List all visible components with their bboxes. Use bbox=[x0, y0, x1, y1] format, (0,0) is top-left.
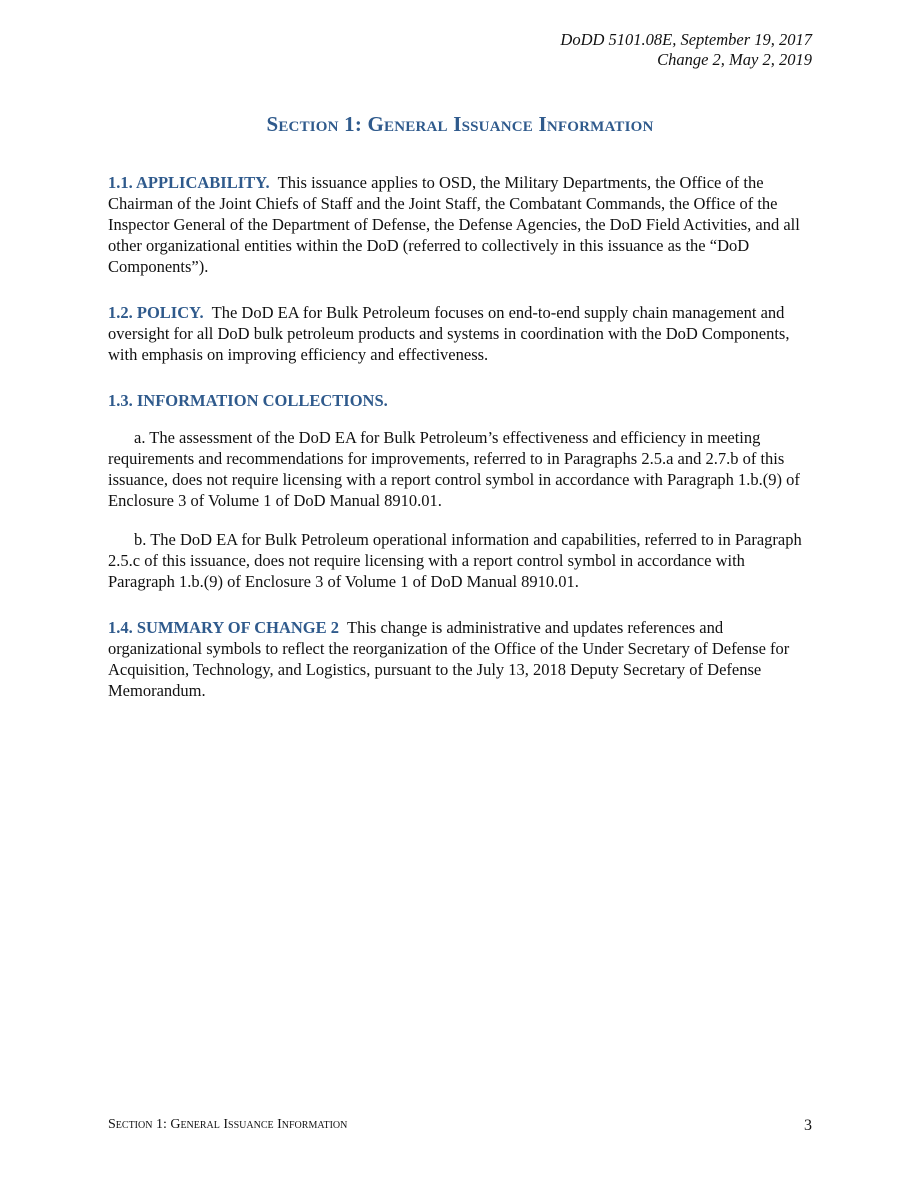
subparagraph-b: b. The DoD EA for Bulk Petroleum operational information and capabilities, referred to in Paragraph 2.5.c of this issuance, does not require licensing with a report control symbol in accordance with Paragraph 1.b.(9) of Enclosure 3 of Volume 1 of DoD Manual 8910.01. bbox=[108, 530, 802, 591]
subparagraph-a: a. The assessment of the DoD EA for Bulk Petroleum’s effectiveness and efficiency in meeting requirements and recommendations for improvements, referred to in Paragraphs 2.5.a and 2.7.b of this issuance, does not require licensing with a report control symbol in accordance with Paragraph 1.b.(9) of Enclosure 3 of Volume 1 of DoD Manual 8910.01. bbox=[108, 428, 800, 510]
footer-section-title: Section 1: General Issuance Information bbox=[108, 1117, 348, 1132]
page-number: 3 bbox=[804, 1117, 812, 1134]
document-header bbox=[560, 30, 812, 70]
paragraph-applicability bbox=[108, 172, 812, 277]
page-footer bbox=[108, 1117, 812, 1135]
document-body bbox=[108, 172, 812, 726]
paragraph-policy bbox=[108, 302, 812, 365]
text-applicability: This issuance applies to OSD, the Military Departments, the Office of the Chairman of the Joint Chiefs of Staff and the Joint Staff, the Combatant Commands, the Office of the Inspector General of the Department of Defense, the Defense Agencies, the DoD Field Activities, and all other organizational entities within the DoD (referred to collectively in this issuance as the “DoD Components”). bbox=[108, 173, 800, 276]
paragraph-summary-of-change bbox=[108, 617, 812, 701]
document-id-date: DoDD 5101.08E, September 19, 2017 bbox=[560, 30, 812, 49]
text-summary-of-change: This change is administrative and updates references and organizational symbols to reflect the reorganization of the Office of the Under Secretary of Defense for Acquisition, Technology, and Logistics, pursuant to the July 13, 2018 Deputy Secretary of Defense Memorandum. bbox=[108, 618, 790, 700]
change-date: Change 2, May 2, 2019 bbox=[657, 50, 812, 69]
heading-policy: 1.2. POLICY. bbox=[108, 303, 204, 322]
section-title: Section 1: General Issuance Information bbox=[266, 112, 654, 136]
heading-summary-of-change: 1.4. SUMMARY OF CHANGE 2 bbox=[108, 618, 340, 637]
heading-applicability: 1.1. APPLICABILITY. bbox=[108, 173, 270, 192]
paragraph-information-collections bbox=[108, 390, 812, 411]
heading-information-collections: 1.3. INFORMATION COLLECTIONS. bbox=[108, 391, 388, 410]
text-policy: The DoD EA for Bulk Petroleum focuses on end-to-end supply chain management and oversight for all DoD bulk petroleum products and systems in coordination with the DoD Components, with emphasis on improving efficiency and effectiveness. bbox=[108, 303, 790, 364]
